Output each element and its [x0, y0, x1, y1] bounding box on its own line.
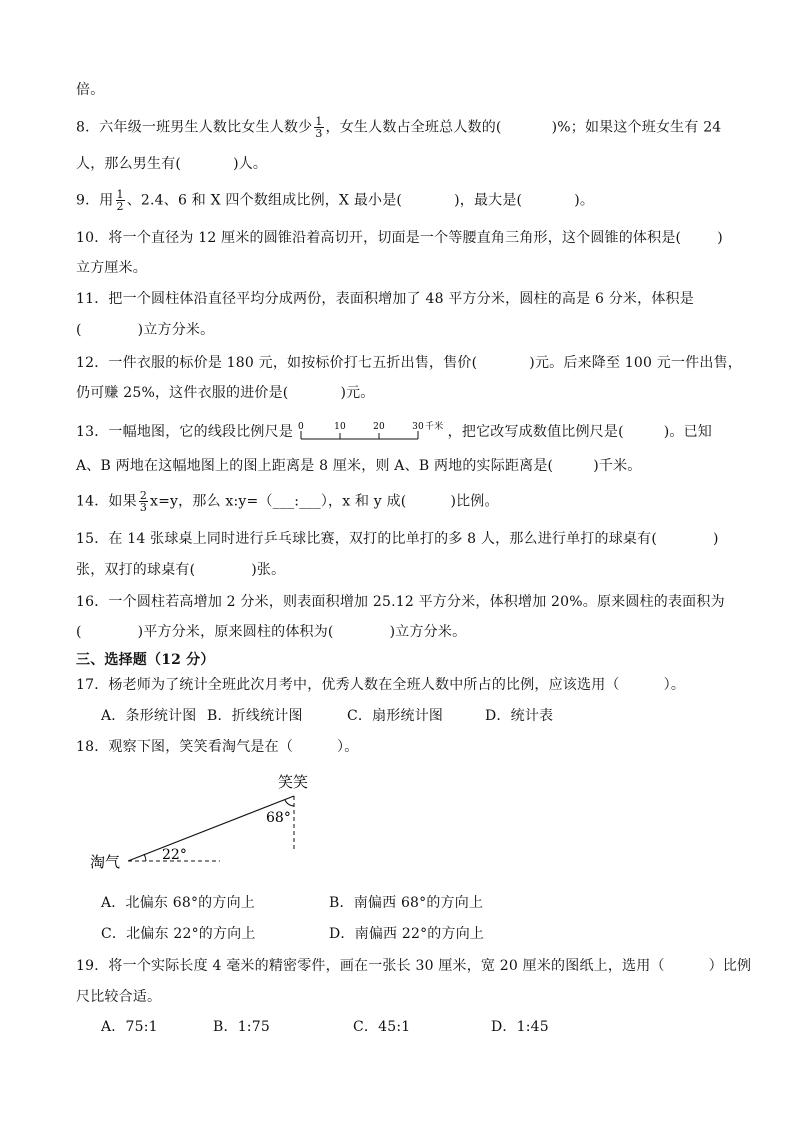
fraction: $\frac{2}{3}$	[139, 489, 148, 514]
question-15: 15．在 14 张球桌上同时进行乒乓球比赛，双打的比单打的多 8 人，那么进行单打的球桌有( )	[76, 531, 719, 547]
question-18-options-row1	[101, 893, 483, 913]
question-18-options-row2	[101, 924, 484, 944]
fraction: $\frac{1}{2}$	[116, 188, 124, 213]
question-13: 13．一幅地图，它的线段比例尺是 0 10 20 30 千米 ，把它改写成数值比例尺是( )。已知	[76, 419, 712, 445]
label-taoqi: 淘气	[90, 853, 121, 871]
scale-tick-label: 10	[333, 422, 346, 432]
scale-tick-label: 20	[372, 422, 385, 432]
question-10: 10．将一个直径为 12 厘米的圆锥沿着高切开，切面是一个等腰直角三角形，这个圆锥的体积是( )	[76, 230, 723, 246]
direction-diagram	[80, 768, 340, 880]
option-a: A．北偏东 68°的方向上	[101, 895, 255, 911]
question-19-options	[101, 1017, 549, 1037]
question-9: 9．用 $\frac{1}{2}$ 、2.4、6 和 X 四个数组成比例，X 最小是( )，最大是( )。	[76, 188, 595, 213]
option-b: B．1:75	[213, 1019, 270, 1035]
question-18: 18．观察下图，笑笑看淘气是在（ ）。	[76, 739, 359, 755]
question-13-cont: A、B 两地在这幅地图上的图上距离是 8 厘米，则 A、B 两地的实际距离是( )千米。	[76, 458, 642, 474]
option-b: B．南偏西 68°的方向上	[329, 895, 484, 911]
option-a: A．条形统计图	[101, 708, 197, 724]
question-19-cont: 尺比较合适。	[76, 989, 162, 1005]
option-d: D．1:45	[491, 1019, 549, 1035]
label-xiaoxiao: 笑笑	[278, 773, 309, 791]
text-line: 倍。	[76, 82, 105, 98]
option-c: C．45:1	[353, 1019, 411, 1035]
question-8: 8．六年级一班男生人数比女生人数少 $\frac{1}{3}$ ，女生人数占全班总人数的( )%；如果这个班女生有 24	[76, 115, 722, 140]
option-a: A．75:1	[101, 1019, 158, 1035]
question-15-cont: 张，双打的球桌有( )张。	[76, 562, 286, 578]
question-11: 11．把一个圆柱体沿直径平均分成两份，表面积增加了 48 平方分米，圆柱的高是 6 分米，体积是	[76, 291, 694, 307]
question-14: 14．如果 $\frac{2}{3}$ x=y，那么 x:y=（___:___），x 和 y 成( )比例。	[76, 489, 499, 514]
scale-tick-label: 0	[297, 422, 304, 432]
question-17-options	[101, 706, 553, 726]
angle-label-68: 68°	[266, 810, 291, 826]
angle-label-22: 22°	[162, 847, 187, 863]
question-17: 17．杨老师为了统计全班此次月考中，优秀人数在全班人数中所占的比例，应该选用（ ）。	[76, 677, 686, 693]
option-b: B．折线统计图	[207, 708, 303, 724]
line-scale-bar	[298, 419, 448, 445]
fraction: $\frac{1}{3}$	[315, 115, 323, 140]
scale-unit: 千米	[424, 422, 444, 432]
question-16: 16．一个圆柱若高增加 2 分米，则表面积增加 25.12 平方分米，体积增加 20%。原来圆柱的表面积为	[76, 594, 725, 610]
question-19: 19．将一个实际长度 4 毫米的精密零件，画在一张长 30 厘米，宽 20 厘米的图纸上，选用（ ）比例	[76, 958, 752, 974]
question-12-cont: 仍可赚 25%，这件衣服的进价是( )元。	[76, 385, 375, 401]
question-12: 12．一件衣服的标价是 180 元，如按标价打七五折出售，售价( )元。后来降至 100 元一件出售，	[76, 355, 742, 371]
option-c: C．扇形统计图	[347, 708, 444, 724]
question-11-cont: ( )立方分米。	[76, 322, 215, 338]
option-d: D．南偏西 22°的方向上	[329, 926, 485, 942]
question-16-cont: ( )平方分米，原来圆柱的体积为( )立方分米。	[76, 624, 467, 640]
scale-tick-label: 30	[411, 422, 424, 432]
question-10-cont: 立方厘米。	[76, 260, 147, 276]
option-d: D．统计表	[485, 708, 554, 724]
question-8-cont: 人，那么男生有( )人。	[76, 156, 268, 172]
section-heading: 三、选择题（12 分）	[76, 652, 215, 668]
option-c: C．北偏东 22°的方向上	[101, 926, 256, 942]
